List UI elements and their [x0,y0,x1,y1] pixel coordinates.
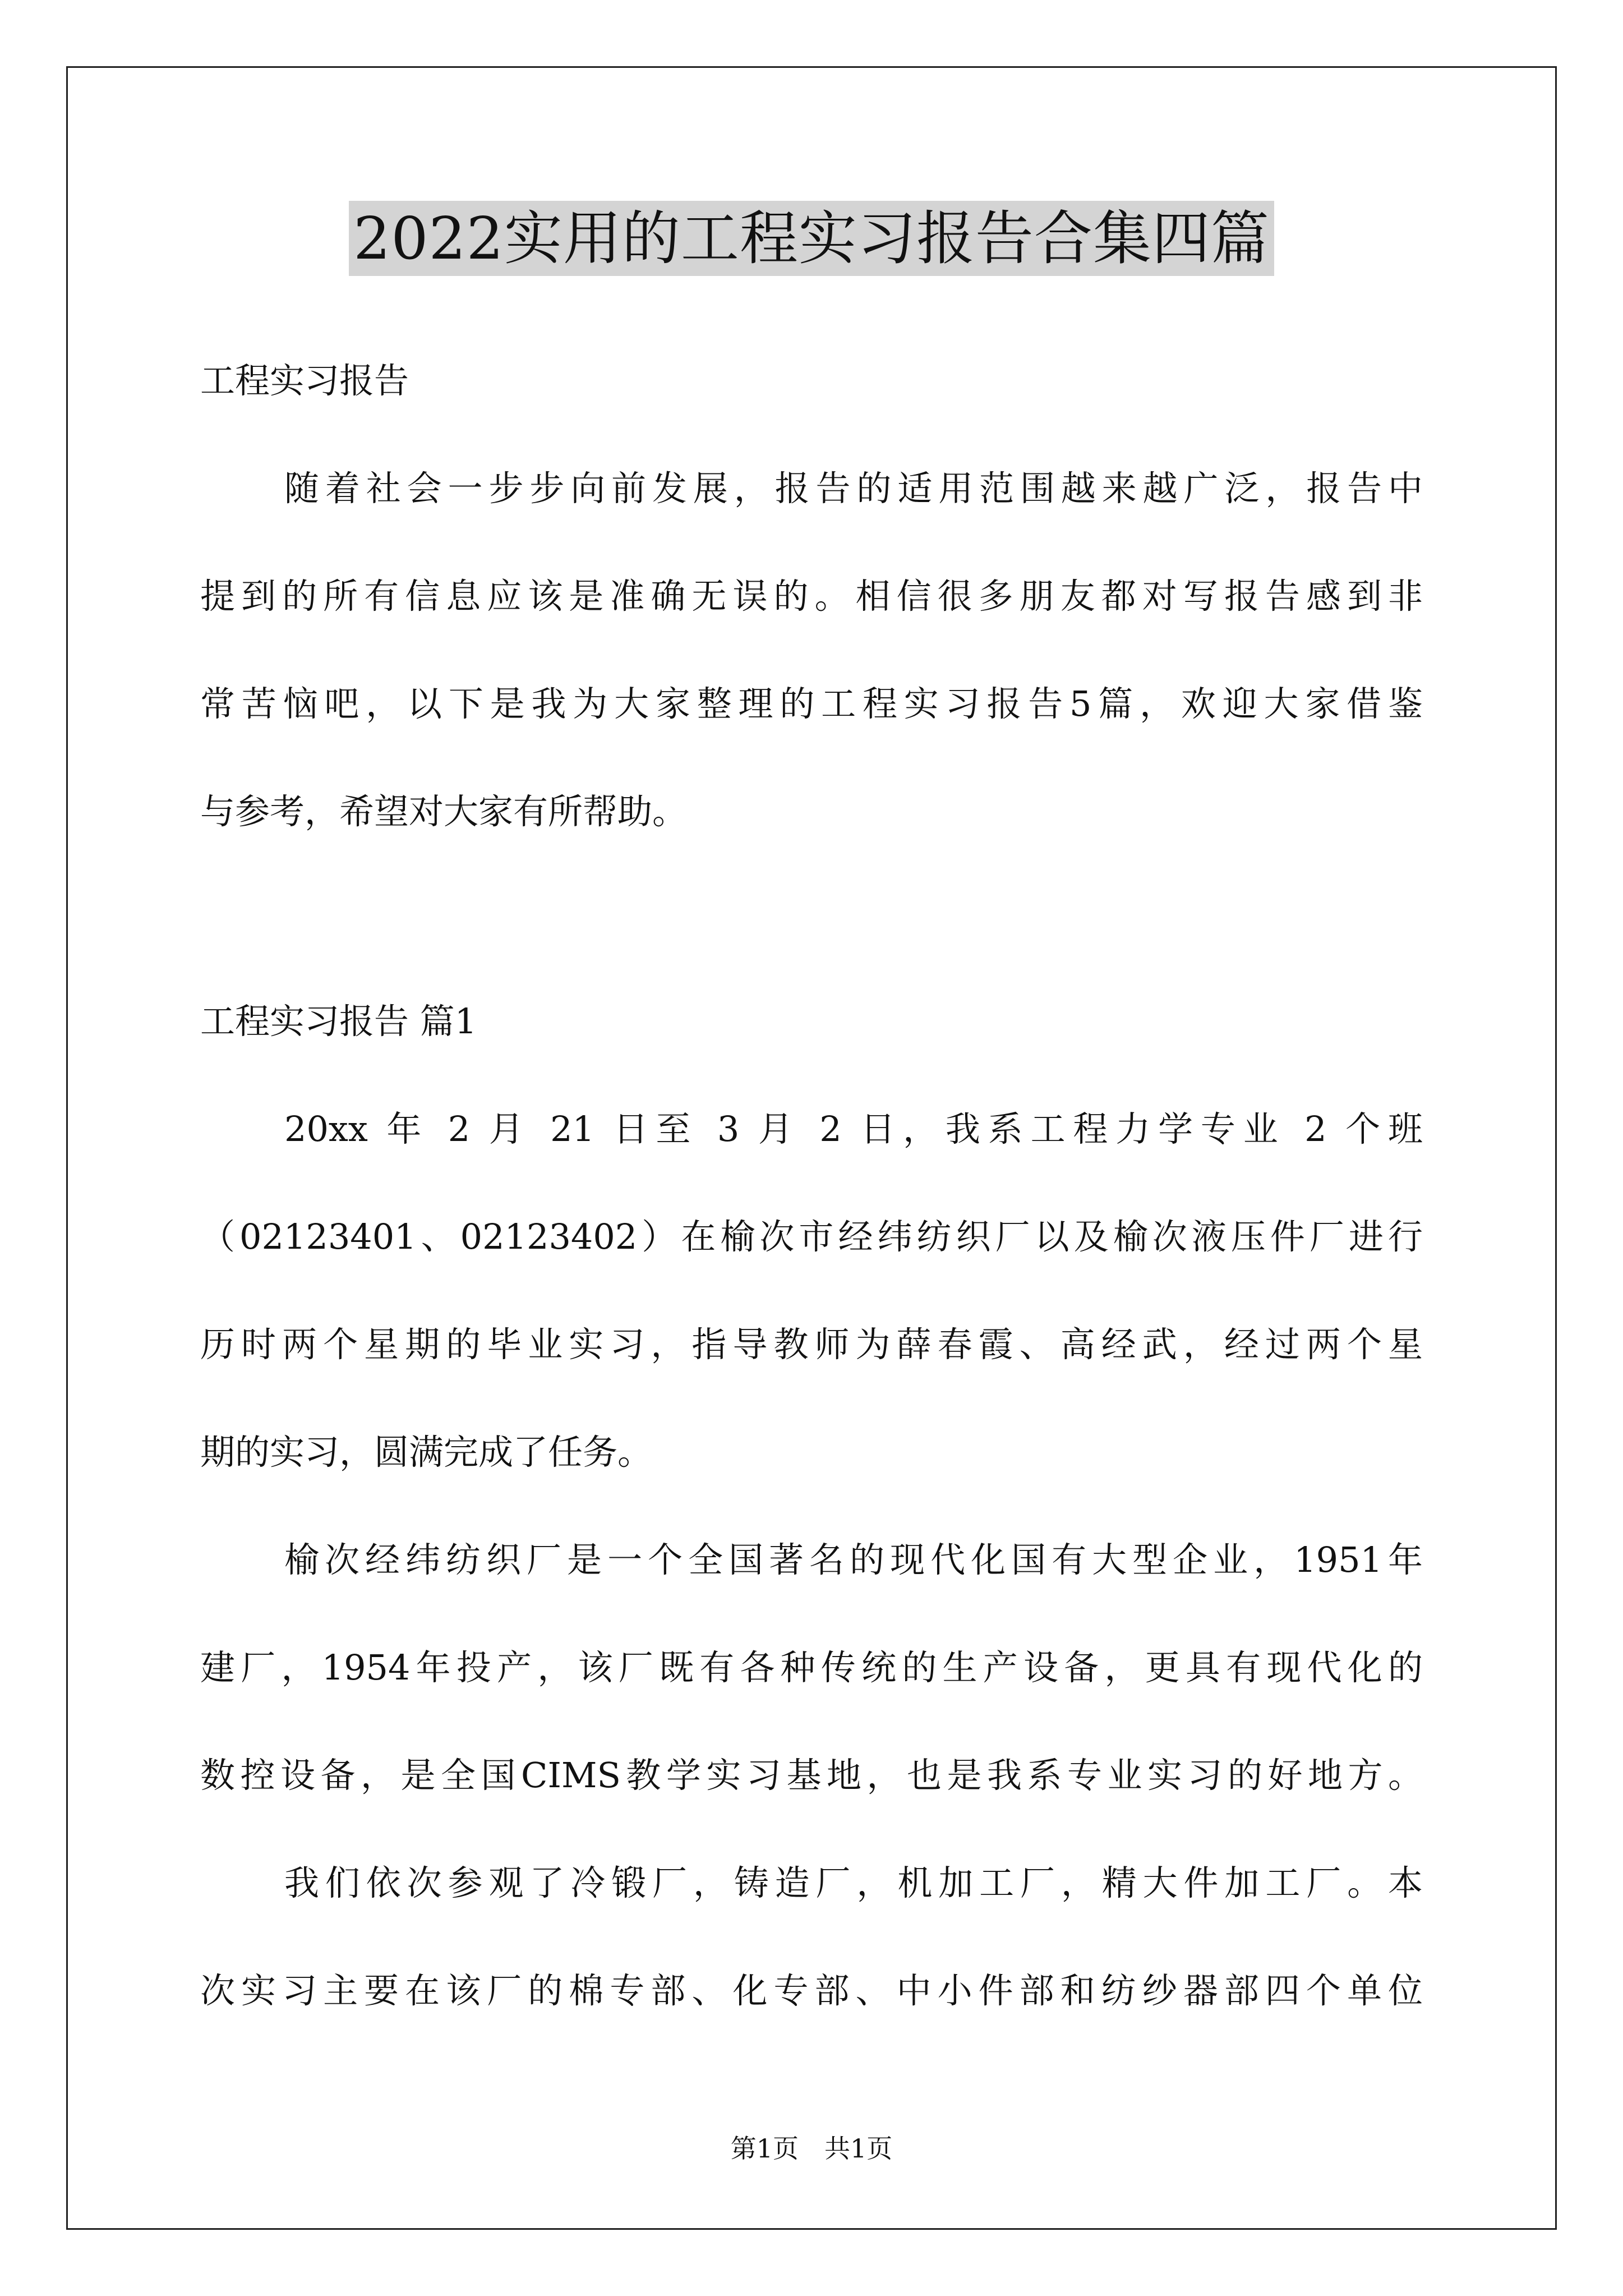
section-heading-1 [200,327,1423,435]
section-heading-text: 工程实习报告 [200,360,409,401]
paragraph-line: 常苦恼吧，以下是我为大家整理的工程实习报告5篇，欢迎大家借鉴 [200,683,1423,724]
section-heading-text: 工程实习报告 篇1 [200,1001,477,1042]
paragraph-line: 20xx 年 2 月 21 日至 3 月 2 日，我系工程力学专业 2 个班 [284,1108,1423,1149]
paragraph-line: 数控设备，是全国CIMS教学实习基地，也是我系专业实习的好地方。 [200,1755,1423,1796]
document-title-text: 2022实用的工程实习报告合集四篇 [349,201,1274,276]
paragraph-line: （02123401、02123402）在榆次市经纬纺织厂以及榆次液压件厂进行 [200,1216,1423,1257]
paragraph-line: 建厂，1954年投产，该厂既有各种传统的生产设备，更具有现代化的 [200,1647,1423,1688]
paragraph-line: 提到的所有信息应该是准确无误的。相信很多朋友都对写报告感到非 [200,576,1423,616]
paragraph-line: 次实习主要在该厂的棉专部、化专部、中小件部和纺纱器部四个单位 [200,1970,1423,2011]
paragraph-1 [200,1075,1423,1506]
paragraph-2 [200,1506,1423,1829]
paragraph-line: 历时两个星期的毕业实习，指导教师为薛春霞、高经武，经过两个星 [200,1324,1423,1365]
section-heading-2 [200,968,1423,1075]
paragraph-line: 期的实习，圆满完成了任务。 [200,1432,653,1473]
paragraph-line: 随着社会一步步向前发展，报告的适用范围越来越广泛，报告中 [284,468,1423,509]
document-title [0,199,1623,278]
page-footer [0,2132,1623,2165]
page-number: 第1页 共1页 [730,2133,893,2164]
paragraph-line: 与参考，希望对大家有所帮助。 [200,791,688,832]
paragraph-line: 榆次经纬纺织厂是一个全国著名的现代化国有大型企业，1951年 [284,1539,1423,1580]
intro-paragraph [200,435,1423,866]
paragraph-line: 我们依次参观了冷锻厂，铸造厂，机加工厂，精大件加工厂。本 [284,1862,1423,1903]
paragraph-3 [200,1829,1423,2045]
